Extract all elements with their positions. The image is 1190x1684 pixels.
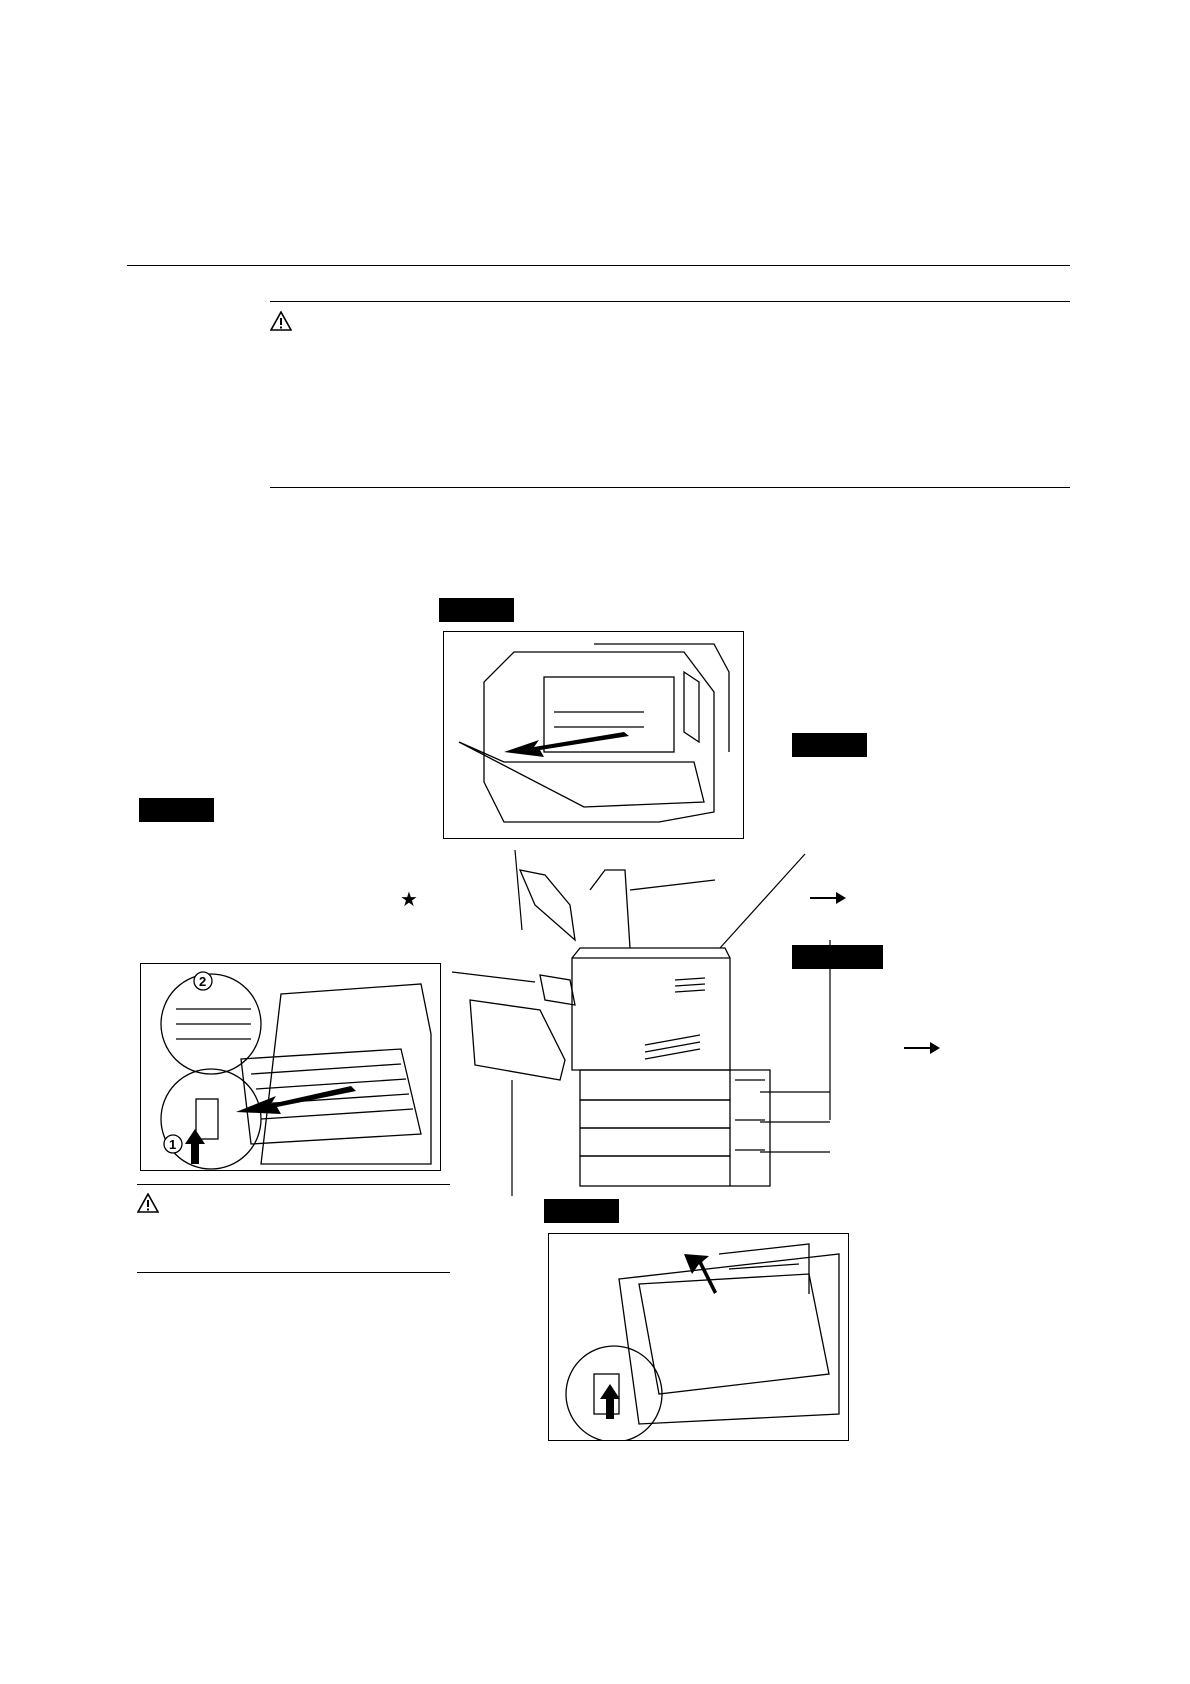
warning-triangle-icon	[270, 311, 292, 331]
star-symbol: ★	[400, 887, 418, 911]
header-rule	[127, 265, 1070, 266]
arrow-right-icon-2	[904, 1040, 940, 1056]
printer-illustration	[430, 830, 870, 1210]
callout-step-2: 2	[199, 974, 207, 989]
label-box-top	[439, 598, 514, 622]
caution-top-rule	[270, 301, 1070, 302]
callout-step-1: 1	[169, 1137, 177, 1152]
warning-triangle-icon-small	[137, 1193, 159, 1213]
illustration-rear-cover	[140, 963, 441, 1171]
caution-bottom-rule	[270, 487, 1070, 488]
caution-small-top-rule	[137, 1184, 450, 1185]
label-box-left	[139, 798, 214, 822]
caution-small-bottom-rule	[137, 1272, 450, 1273]
illustration-output-tray	[443, 631, 744, 839]
illustration-lower-cover	[548, 1233, 849, 1441]
label-box-right-upper	[792, 733, 867, 757]
